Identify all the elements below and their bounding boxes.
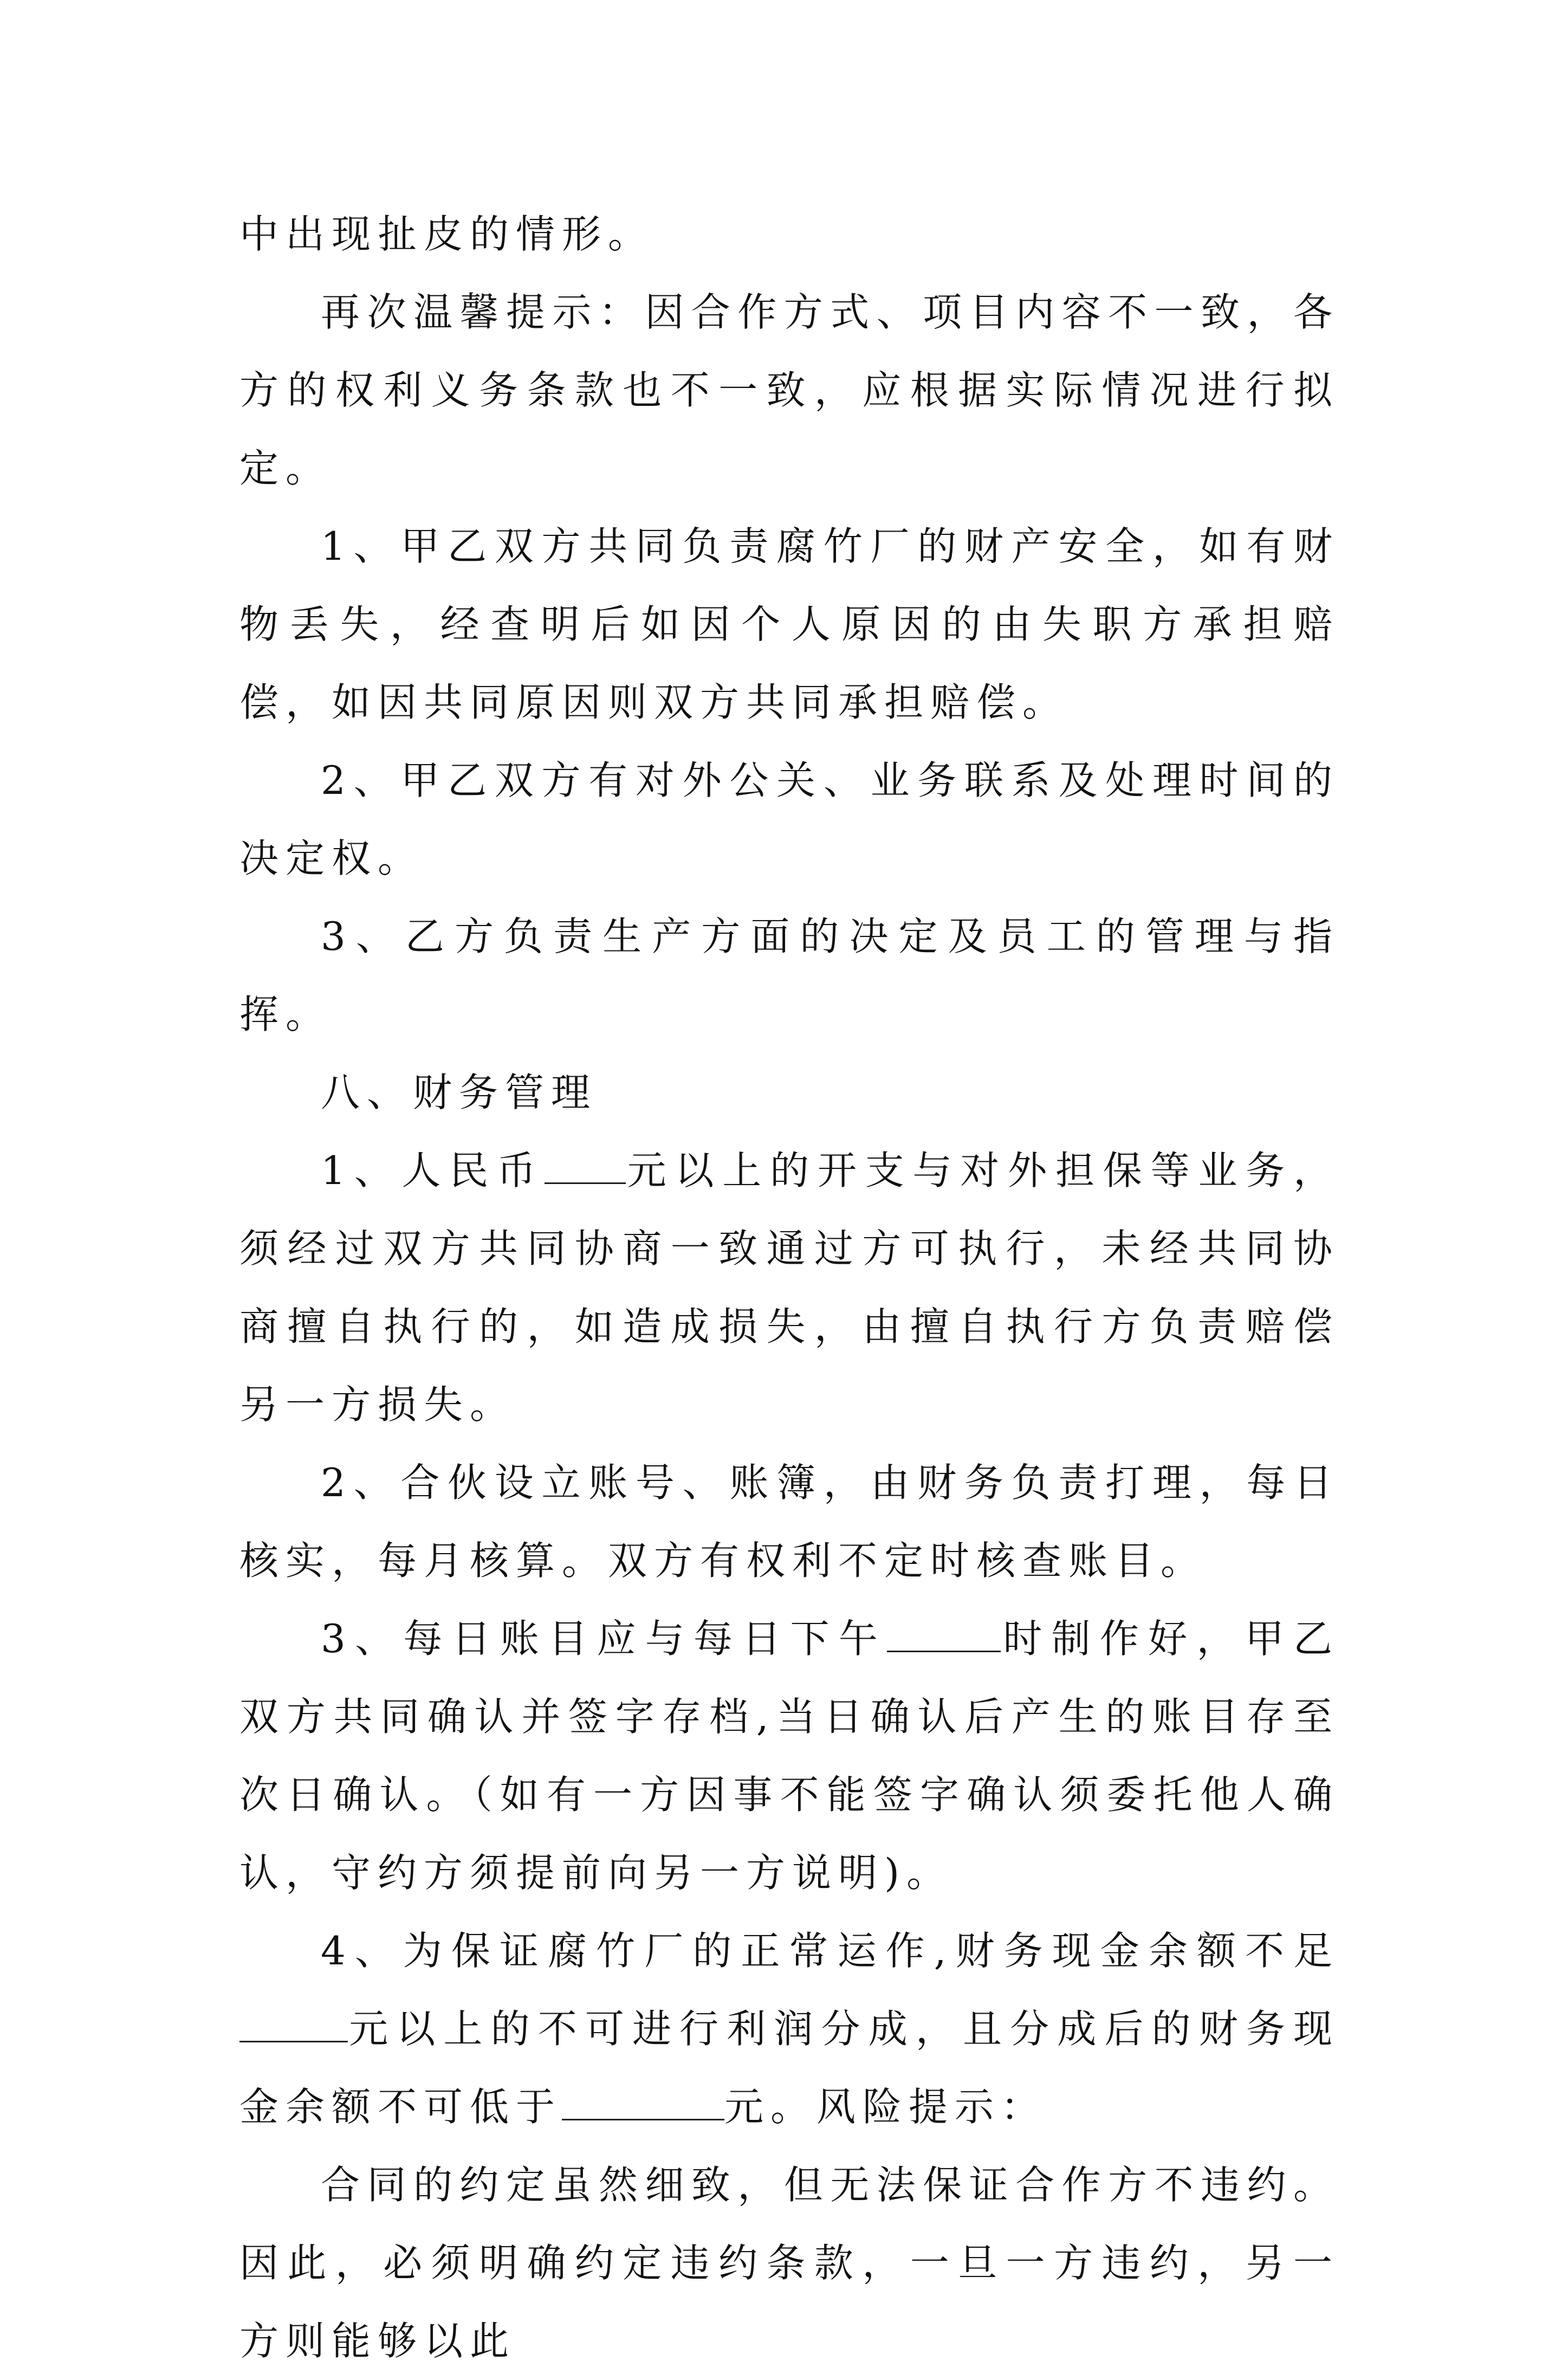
paragraph-clause-accounts: 2、合伙设立账号、账簿，由财务负责打理，每日核实，每月核算。双方有权利不定时核查账目。 [239,1460,1339,1583]
paragraph-reminder: 再次温馨提示：因合作方式、项目内容不一致，各方的权利义务条款也不一致，应根据实际情况进行拟定。 [239,289,1339,491]
amount-blank [239,2007,348,2042]
paragraph-risk-note: 合同的约定虽然细致，但无法保证合作方不违约。因此，必须明确约定违约条款，一旦一方违约，另一方则能够以此 [239,2162,1339,2364]
document-body [239,195,1339,2380]
amount-blank [562,2085,724,2120]
paragraph-clause-production: 3、乙方负责生产方面的决定及员工的管理与指挥。 [239,914,1339,1037]
clause-text-after: 元以上的开支与对外担保等业务，须经过双方共同协商一致通过方可执行，未经共同协商擅自执行的，如造成损失，由擅自执行方负责赔偿另一方损失。 [239,1148,1339,1427]
clause-text-before: 4、为保证腐竹厂的正常运作,财务现金余额不足 [321,1928,1339,1974]
paragraph-clause-public-relations: 2、甲乙双方有对外公关、业务联系及处理时间的决定权。 [239,758,1339,881]
section-heading-finance: 八、财务管理 [321,1070,598,1115]
clause-text-after: 时制作好，甲乙双方共同确认并签字存档,当日确认后产生的账目存至次日确认。（如有一方因事不能签字确认须委托他人确认，守约方须提前向另一方说明)。 [239,1616,1339,1896]
paragraph-clause-cash-balance [239,1912,1339,2146]
paragraph-continuation: 中出现扯皮的情形。 [239,211,655,257]
clause-text-before: 3、每日账目应与每日下午 [321,1616,887,1661]
amount-blank [545,1149,626,1184]
clause-text-after: 元。风险提示： [724,2084,1047,2130]
clause-text-before: 1、人民币 [321,1148,545,1193]
paragraph-clause-expenditure [239,1131,1339,1444]
clause-text-middle: 元以上的不可进行利润分成，且分成后的财务现金余额不可低于 [239,2006,1339,2130]
paragraph-clause-property-safety: 1、甲乙双方共同负责腐竹厂的财产安全，如有财物丢失，经查明后如因个人原因的由失职方承担赔偿，如因共同原因则双方共同承担赔偿。 [239,523,1339,725]
time-blank [887,1617,1001,1652]
paragraph-clause-daily-ledger [239,1600,1339,1912]
